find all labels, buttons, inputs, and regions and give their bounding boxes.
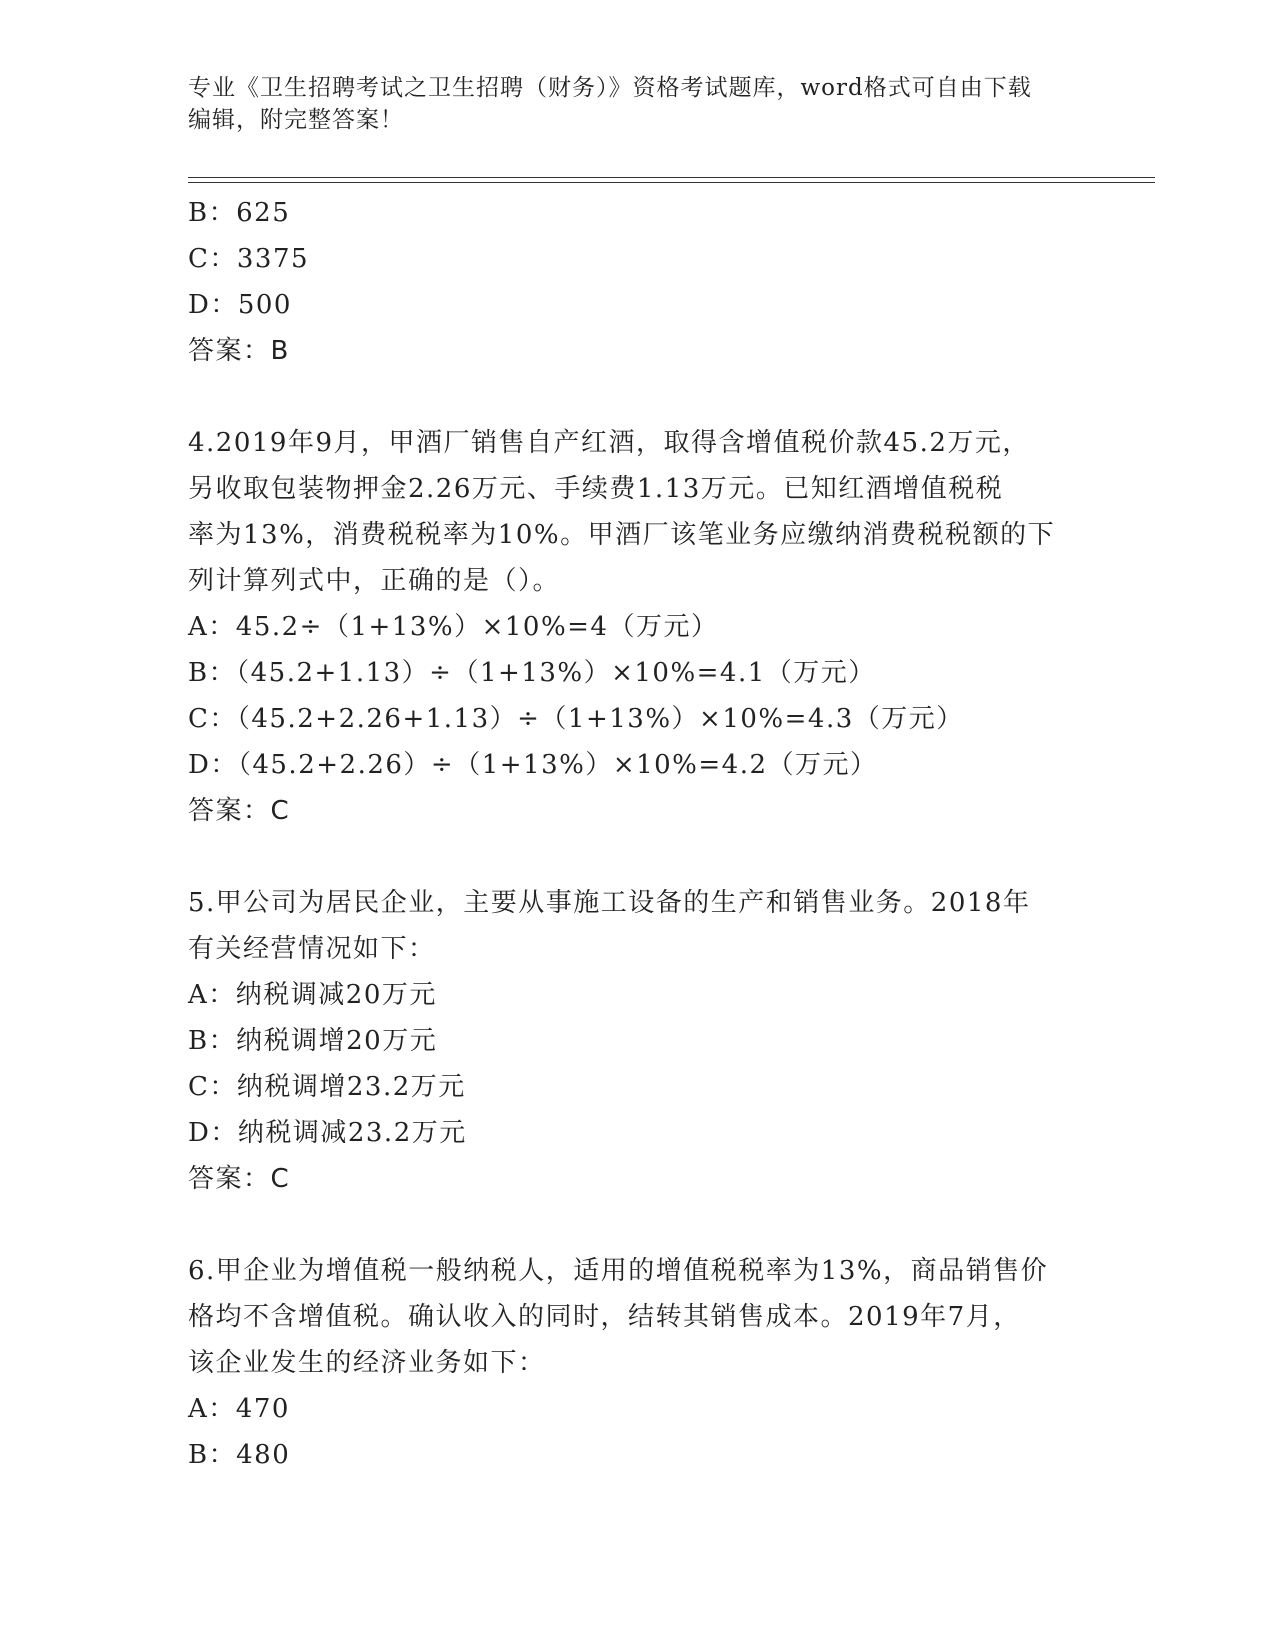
option-b: B：480	[188, 1440, 291, 1470]
option-c: C：（45.2+2.26+1.13）÷（1+13%）×10%=4.3（万元）	[188, 704, 964, 734]
option-b: B：（45.2+1.13）÷（1+13%）×10%=4.1（万元）	[188, 658, 876, 688]
answer-line: 答案：C	[188, 1164, 291, 1194]
option-a: A：纳税调减20万元	[188, 980, 437, 1010]
option-d: D：（45.2+2.26）÷（1+13%）×10%=4.2（万元）	[188, 750, 878, 780]
header-line-2: 编辑，附完整答案！	[188, 107, 404, 133]
question-stem-line: 5.甲公司为居民企业，主要从事施工设备的生产和销售业务。2018年	[188, 888, 1031, 918]
question-stem-line: 列计算列式中，正确的是（）。	[188, 566, 561, 596]
question-stem-line: 该企业发生的经济业务如下：	[188, 1348, 546, 1378]
question-stem-line: 4.2019年9月，甲酒厂销售自产红酒，取得含增值税价款45.2万元，	[188, 428, 1030, 458]
option-a: A：45.2÷（1+13%）×10%=4（万元）	[188, 612, 719, 642]
header-line-1: 专业《卫生招聘考试之卫生招聘（财务）》资格考试题库，word格式可自由下载	[188, 75, 1032, 101]
option-c: C：3375	[188, 244, 310, 274]
option-b: B：纳税调增20万元	[188, 1026, 438, 1056]
spacer	[188, 834, 1088, 880]
document-header	[188, 72, 1088, 136]
question-stem-line: 率为13%，消费税税率为10%。甲酒厂该笔业务应缴纳消费税税额的下	[188, 520, 1056, 550]
header-divider-bottom	[188, 182, 1155, 183]
answer-line: 答案：B	[188, 336, 290, 366]
question-stem-line: 格均不含增值税。确认收入的同时，结转其销售成本。2019年7月，	[188, 1302, 1021, 1332]
question-content	[188, 190, 1088, 1478]
option-a: A：470	[188, 1394, 290, 1424]
question-stem-line: 另收取包装物押金2.26万元、手续费1.13万元。已知红酒增值税税	[188, 474, 1004, 504]
question-5-block	[188, 880, 1088, 1202]
spacer	[188, 374, 1088, 420]
option-d: D：纳税调减23.2万元	[188, 1118, 467, 1148]
header-divider-top	[188, 177, 1155, 178]
question-6-block	[188, 1248, 1088, 1478]
question-stem-line: 6.甲企业为增值税一般纳税人，适用的增值税税率为13%，商品销售价	[188, 1256, 1049, 1286]
answer-line: 答案：C	[188, 796, 291, 826]
option-c: C：纳税调增23.2万元	[188, 1072, 466, 1102]
question-3-block	[188, 190, 1088, 374]
option-d: D：500	[188, 290, 292, 320]
option-b: B：625	[188, 198, 291, 228]
spacer	[188, 1202, 1088, 1248]
question-4-block	[188, 420, 1088, 834]
question-stem-line: 有关经营情况如下：	[188, 934, 436, 964]
